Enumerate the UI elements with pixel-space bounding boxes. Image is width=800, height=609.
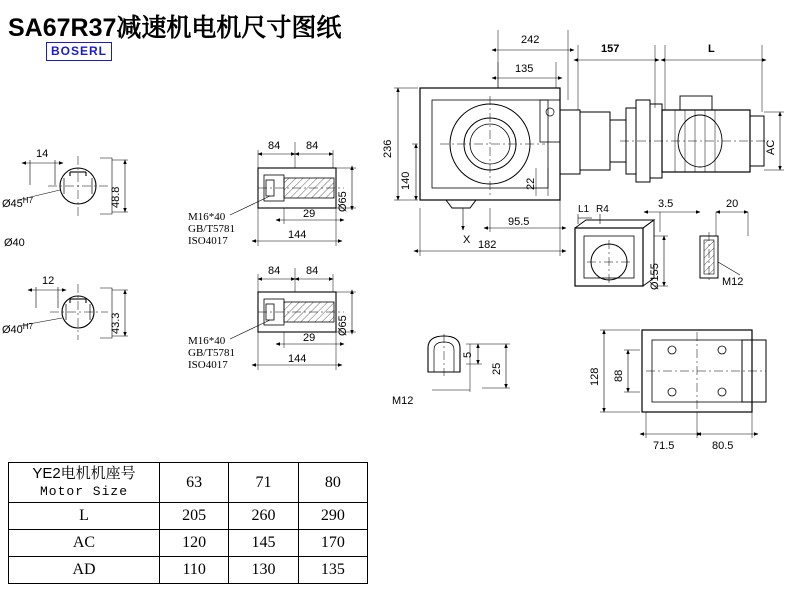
table-header-label (9, 463, 160, 503)
dim-left-top-height: 48.8 (110, 186, 122, 208)
bolt-spec-bottom: M16*40 (188, 335, 226, 347)
dim-L: L (708, 43, 715, 55)
table-header-size-63: 63 (160, 463, 229, 503)
dim-left-bottom-bore: $Ø40^{H7}$ (2, 322, 34, 336)
dim-AC: AC (765, 139, 777, 155)
dim-shaft-bottom-a: 84 (268, 265, 281, 277)
dim-25: 25 (491, 362, 503, 375)
row-AC-63: 120 (160, 530, 229, 557)
row-L-80: 290 (298, 503, 367, 530)
dim-20: 20 (726, 198, 739, 210)
dim-shaft-dia-40: Ø40 (4, 237, 25, 249)
dim-80-5: 80.5 (712, 440, 734, 452)
row-AC-71: 145 (229, 530, 298, 557)
dim-shaft-top-dia: Ø65 (337, 191, 349, 212)
motor-size-table (8, 462, 368, 584)
dim-M12-bottom: M12 (392, 395, 414, 407)
dim-M12-right: M12 (722, 276, 744, 288)
dim-135: 135 (515, 63, 534, 75)
dim-left-bottom-key: 12 (42, 275, 55, 287)
dim-shaft-bottom-b: 84 (306, 265, 319, 277)
dim-95-5: 95.5 (508, 216, 530, 228)
dim-dia-155: Ø155 (649, 263, 661, 290)
bolt-std1-bottom: GB/T5781 (188, 347, 236, 359)
dim-71-5: 71.5 (653, 440, 675, 452)
marker-X: X (463, 234, 471, 246)
row-label-L: L (9, 503, 160, 530)
left-top-key-dim (22, 160, 63, 185)
dim-182: 182 (478, 239, 497, 251)
dim-left-bottom-height: 43.3 (110, 312, 122, 334)
dim-3-5: 3.5 (658, 198, 674, 210)
row-label-AC: AC (9, 530, 160, 557)
dim-R4: R4 (596, 204, 609, 215)
row-label-AD: AD (9, 557, 160, 584)
dim-shaft-top-144: 144 (288, 229, 307, 241)
detail-flange-view (575, 212, 748, 286)
bolt-std2-top: ISO4017 (188, 235, 228, 247)
dim-shaft-bottom-29: 29 (303, 332, 316, 344)
dim-22: 22 (525, 177, 537, 190)
row-AC-80: 170 (298, 530, 367, 557)
dim-236: 236 (382, 139, 394, 158)
brand-logo: BOSERL (46, 42, 112, 61)
dim-left-top-bore: $Ø45^{H7}$ (2, 196, 34, 210)
table-row (9, 530, 368, 557)
dim-5: 5 (462, 351, 474, 358)
dim-140: 140 (400, 171, 412, 190)
table-header-size-71: 71 (229, 463, 298, 503)
dim-shaft-bottom-dia: Ø65 (337, 315, 349, 336)
table-header-cn: YE2电机机座号 (32, 465, 136, 482)
dim-shaft-bottom-144: 144 (288, 353, 307, 365)
dim-157: 157 (601, 43, 620, 55)
table-header-row (9, 463, 368, 503)
dim-L1: L1 (578, 204, 590, 215)
row-L-71: 260 (229, 503, 298, 530)
dim-shaft-top-b: 84 (306, 140, 319, 152)
dim-shaft-top-a: 84 (268, 140, 281, 152)
dim-88: 88 (613, 369, 625, 382)
bolt-std2-bottom: ISO4017 (188, 359, 228, 371)
row-L-63: 205 (160, 503, 229, 530)
table-row (9, 557, 368, 584)
bolt-std1-top: GB/T5781 (188, 223, 236, 235)
bolt-spec-top: M16*40 (188, 211, 226, 223)
dim-shaft-top-29: 29 (303, 208, 316, 220)
dim-left-top-key: 14 (36, 148, 49, 160)
page-title: SA67R37减速机电机尺寸图纸 (8, 14, 342, 42)
row-AD-71: 130 (229, 557, 298, 584)
row-AD-63: 110 (160, 557, 229, 584)
detail-base-view (600, 330, 766, 438)
table-row (9, 503, 368, 530)
left-bottom-key-dim (28, 287, 66, 308)
main-assembly-view (394, 30, 784, 256)
table-header-size-80: 80 (298, 463, 367, 503)
row-AD-80: 135 (298, 557, 367, 584)
table-header-en: Motor Size (39, 483, 128, 499)
dim-128: 128 (589, 367, 601, 386)
dim-242: 242 (521, 34, 540, 46)
